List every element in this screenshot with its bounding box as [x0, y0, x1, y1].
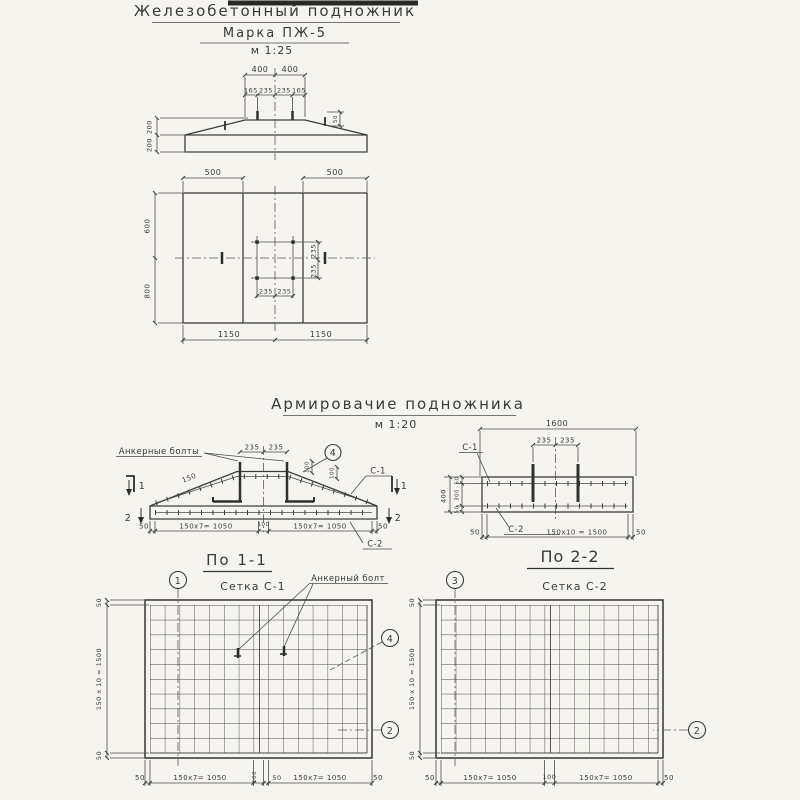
dim-label: 235 [277, 287, 292, 296]
mesh-c1-view [95, 551, 399, 786]
dim-label: 150х7= 1050 [579, 774, 633, 782]
plan-view [144, 168, 376, 344]
dim-label: 50 [135, 774, 145, 782]
dim-label: 235 [560, 436, 575, 445]
dim-label: 50 [333, 115, 339, 123]
mesh-label: С-1 [462, 443, 478, 453]
dim-label: 150 [180, 471, 198, 485]
cut-mark-label: 1 [138, 481, 146, 492]
mesh-label: С-1 [370, 466, 386, 477]
dim-label: 50 [95, 597, 103, 608]
dim-label: 50 [408, 750, 416, 761]
cut-mark-label: 2 [394, 513, 402, 524]
dim-label: 100 [304, 461, 311, 473]
dim-label: 500 [204, 168, 222, 177]
dim-label: 100 [542, 773, 557, 781]
dim-label: 235 [259, 287, 273, 296]
dim-label: 50 [373, 774, 383, 782]
dim-label: 50 [454, 505, 461, 514]
bolt-dot [255, 240, 258, 244]
dim-label: 50 [636, 528, 646, 537]
scale-label: м 1:20 [374, 418, 418, 431]
mesh-label: С-2 [508, 525, 524, 535]
callout-number: 2 [386, 726, 394, 737]
mesh-c2-view [408, 572, 706, 787]
cut-mark-label: 2 [124, 513, 132, 524]
reinforcement-header [271, 395, 525, 431]
dim-label: 165 [244, 86, 258, 95]
dim-label: 150х7= 1050 [293, 774, 347, 782]
section-title: Армировачие подножника [271, 395, 525, 413]
dim-label: 400 [281, 65, 299, 74]
header [134, 2, 416, 57]
view-title: По 2-2 [540, 547, 600, 566]
mesh-subtitle: Сетка С-1 [220, 580, 286, 593]
callout-number: 4 [329, 448, 337, 459]
dim-label: 100 [252, 771, 258, 783]
dim-label: 1150 [217, 330, 241, 339]
dim-label: 150х7= 1050 [463, 774, 517, 782]
scale-label: м 1:25 [250, 44, 294, 57]
mesh-label: С-2 [367, 539, 383, 550]
dim-label: 50 [454, 476, 461, 485]
dim-label: 500 [326, 168, 344, 177]
dim-label: 400 [439, 489, 448, 503]
dim-label: 235 [277, 86, 291, 95]
dim-label: 235 [244, 443, 260, 452]
dim-label: 150х7= 1050 [179, 522, 233, 531]
dim-label: 50 [378, 522, 388, 531]
bolt-dot [291, 240, 295, 244]
callout-number: 4 [386, 634, 394, 645]
dim-label: 50 [425, 774, 435, 782]
elevation-view [146, 65, 368, 160]
dim-label: 165 [292, 86, 306, 95]
dim-label: 235 [536, 436, 552, 445]
dim-label: 600 [143, 218, 152, 234]
page-title: Железобетонный подножник [133, 2, 417, 20]
dim-label: 150х7= 1050 [293, 522, 347, 531]
dim-label: 50 [272, 774, 282, 782]
callout-number: 1 [174, 576, 182, 587]
dim-label: 1600 [545, 419, 569, 428]
dim-label: 50 [139, 522, 149, 531]
mark-label: Марка ПЖ-5 [222, 26, 328, 41]
anchor-bolts-label: Анкерные болты [118, 447, 200, 457]
dim-label: 150 х 10 = 1500 [408, 647, 416, 711]
dim-label: 400 [251, 65, 269, 74]
dim-label: 1150 [309, 330, 333, 339]
dim-label: 300 [454, 489, 461, 501]
dim-label: 50 [664, 774, 674, 782]
dim-label: 50 [95, 750, 103, 761]
dim-label: 150 х 10 = 1500 [95, 647, 103, 711]
dim-label: 50 [470, 528, 480, 537]
callout-number: 3 [451, 576, 459, 587]
dim-label: 150х7= 1050 [173, 774, 227, 782]
dim-label: 235 [259, 86, 273, 95]
dim-label: 235 [309, 264, 318, 278]
dim-label: 235 [309, 244, 318, 258]
anchor-bolt-label: Анкерный болт [311, 574, 385, 584]
dim-label: 100 [329, 467, 336, 479]
dim-label: 235 [268, 443, 284, 452]
dim-label: 200 [145, 138, 154, 152]
cut-mark-label: 1 [400, 481, 408, 492]
view-title: По 1-1 [206, 551, 268, 569]
dim-label: 800 [143, 283, 152, 299]
dim-label: 100 [257, 522, 270, 528]
section-2-2 [440, 419, 646, 569]
bolt-dot [291, 276, 295, 280]
callout-number: 2 [693, 726, 701, 737]
dim-label: 150х10 = 1500 [546, 528, 608, 537]
mesh-subtitle: Сетка С-2 [542, 580, 608, 593]
dim-label: 200 [145, 120, 154, 134]
bolt-dot [255, 276, 258, 280]
dim-label: 50 [408, 597, 416, 608]
section-1-1 [116, 444, 407, 550]
